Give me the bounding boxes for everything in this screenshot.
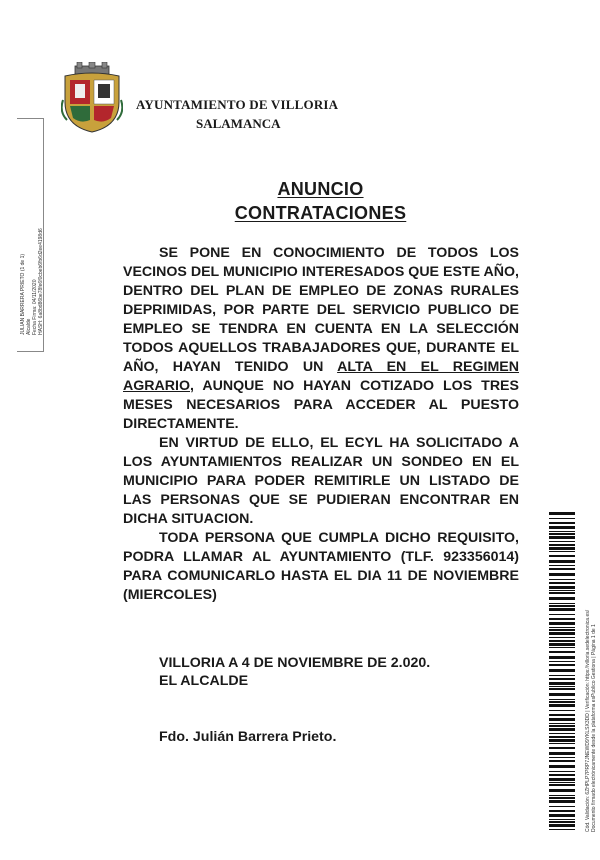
- signer-role: EL ALCALDE: [159, 673, 249, 689]
- title-anuncio: ANUNCIO: [277, 179, 364, 199]
- paragraph-1-text: SE PONE EN CONOCIMIENTO DE TODOS LOS VECINOS DEL MUNICIPIO INTERESADOS QUE ESTE AÑO, DENTRO DEL PLAN DE EMPLEO DE ZONAS RURALES DEPRIMIDAS, POR PARTE DEL SERVICIO PUBLICO DE EMPLEO SE TENDRA EN CUENTA EN LA SELECCIÓN TODOS AQUELLOS TRABAJADORES QUE, DURANTE EL AÑO, HAYAN TENIDO UN: [123, 245, 519, 375]
- verification-line: Cód. Validación: 6ZHPLP7PRP7JNEWD9YKLSX3DD | Verificación: https://villoria.sedelectronica.es/: [585, 609, 591, 832]
- municipal-crest-icon: [61, 62, 123, 134]
- signature-stamp: [20, 135, 44, 335]
- agrarian-regime-highlight: ALTA EN EL REGIMEN AGRARIO: [123, 359, 519, 394]
- signature-stamp-line: HASH: 6a8bd86be78fe6f0cbeb6fb6d2ee4198d6: [38, 228, 44, 335]
- announcement-body: [123, 244, 519, 605]
- barcode-icon: [549, 512, 575, 832]
- verification-line: Documento firmado electrónicamente desde la plataforma esPublico Gestiona | Página 1 de 1: [591, 624, 597, 832]
- title-line-1: [0, 179, 600, 200]
- title-line-2: [0, 203, 600, 224]
- verification-footer: [585, 512, 597, 832]
- paragraph-1: [123, 244, 519, 434]
- title-contrataciones: CONTRATACIONES: [234, 203, 407, 223]
- paragraph-1-rest: , AUNQUE NO HAYAN COTIZADO LOS TRES MESES NECESARIOS PARA ACCEDER AL PUESTO DIRECTAMENTE.: [123, 378, 519, 432]
- paragraph-3: TODA PERSONA QUE CUMPLA DICHO REQUISITO, PODRA LLAMAR AL AYUNTAMIENTO (TLF. 923356014) PARA COMUNICARLO HASTA EL DIA 11 DE NOVIEMBRE (MIERCOLES): [123, 530, 519, 603]
- signature-stamp-line: Alcalde: [26, 318, 32, 335]
- place-date: VILLORIA A 4 DE NOVIEMBRE DE 2.020.: [159, 655, 431, 671]
- paragraph-2: EN VIRTUD DE ELLO, EL ECYL HA SOLICITADO A LOS AYUNTAMIENTOS REALIZAR UN SONDEO EN EL MUNICIPIO PARA PODER REMITIRLE UN LISTADO DE LAS PERSONAS QUE SE PUDIERAN ENCONTRAR EN DICHA SITUACION.: [123, 435, 519, 527]
- signature-stamp-line: JULIAN BARRERA PRIETO (1 de 1): [20, 253, 26, 335]
- signature-stamp-line: Fecha Firma: 04/11/2020: [32, 279, 38, 335]
- municipality-name: AYUNTAMIENTO DE VILLORIA: [136, 97, 339, 112]
- province-name: SALAMANCA: [196, 116, 281, 131]
- signed-by: Fdo. Julián Barrera Prieto.: [159, 729, 337, 745]
